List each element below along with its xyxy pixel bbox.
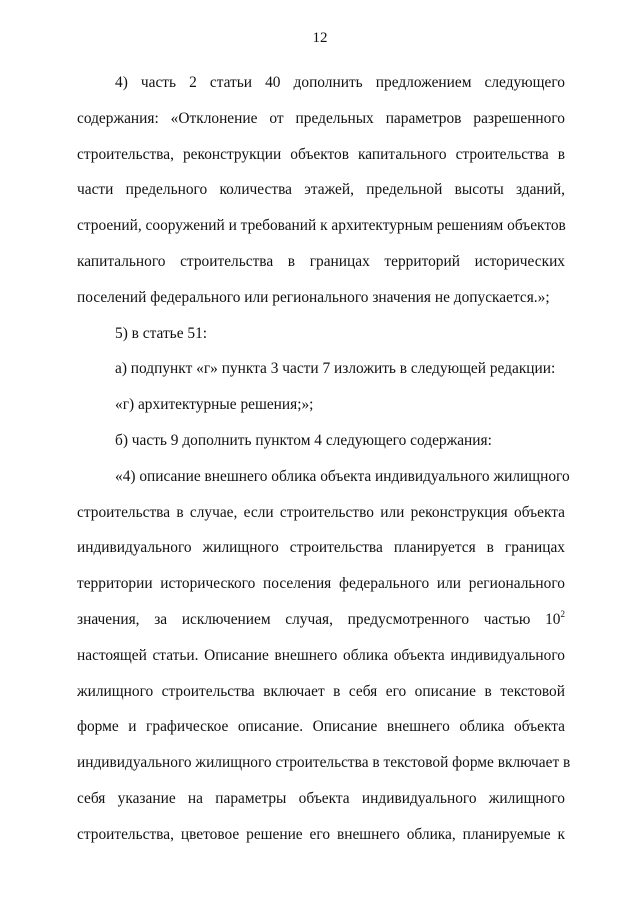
text-line: строений, сооружений и требований к архитектурным решениям объектов bbox=[77, 217, 566, 235]
superscript: 2 bbox=[560, 608, 565, 619]
text-line: настоящей статьи. Описание внешнего облика объекта индивидуального bbox=[77, 646, 565, 664]
text-line: себя указание на параметры объекта индивидуального жилищного bbox=[77, 789, 565, 807]
text-line: индивидуального жилищного строительства планируется в границах bbox=[77, 539, 565, 557]
text-line: содержания: «Отклонение от предельных параметров разрешенного bbox=[77, 109, 565, 127]
text-line: поселений федерального или регионального значения не допускается.»; bbox=[77, 288, 550, 306]
text-line: 4) часть 2 статьи 40 дополнить предложением следующего bbox=[115, 74, 565, 91]
page-number: 12 bbox=[312, 30, 328, 46]
text-line: части предельного количества этажей, предельной высоты зданий, bbox=[77, 181, 565, 199]
text-line: капитального строительства в границах территорий исторических bbox=[77, 252, 565, 270]
text-line: «4) описание внешнего облика объекта индивидуального жилищного bbox=[115, 467, 570, 485]
paragraph-subitem-a: а) подпункт «г» пункта 3 части 7 изложить в следующей редакции: bbox=[115, 360, 556, 378]
paragraph-subitem-b: б) часть 9 дополнить пунктом 4 следующего содержания: bbox=[115, 431, 492, 449]
text-line: территории исторического поселения федерального или регионального bbox=[77, 575, 565, 593]
text-line-with-superscript bbox=[77, 602, 565, 638]
text-line: жилищного строительства включает в себя его описание в текстовой bbox=[77, 682, 565, 700]
paragraph-external-appearance bbox=[77, 459, 571, 853]
text-line: строительства в случае, если строительство или реконструкция объекта bbox=[77, 503, 565, 521]
paragraph-architectural-solutions: «г) архитектурные решения;»; bbox=[115, 396, 314, 414]
text-line: индивидуального жилищного строительства в текстовой форме включает в bbox=[77, 754, 571, 772]
text-line: форме и графическое описание. Описание внешнего облика объекта bbox=[77, 718, 565, 736]
paragraph-article-51: 5) в статье 51: bbox=[115, 324, 208, 342]
text-line-content: значения, за исключением случая, предусмотренного частью 10 bbox=[77, 610, 561, 628]
text-line: строительства, реконструкции объектов капитального строительства в bbox=[77, 145, 565, 163]
text-line: строительства, цветовое решение его внешнего облика, планируемые к bbox=[77, 825, 565, 843]
document-body bbox=[77, 65, 571, 853]
paragraph-amend-article-40 bbox=[77, 65, 565, 316]
